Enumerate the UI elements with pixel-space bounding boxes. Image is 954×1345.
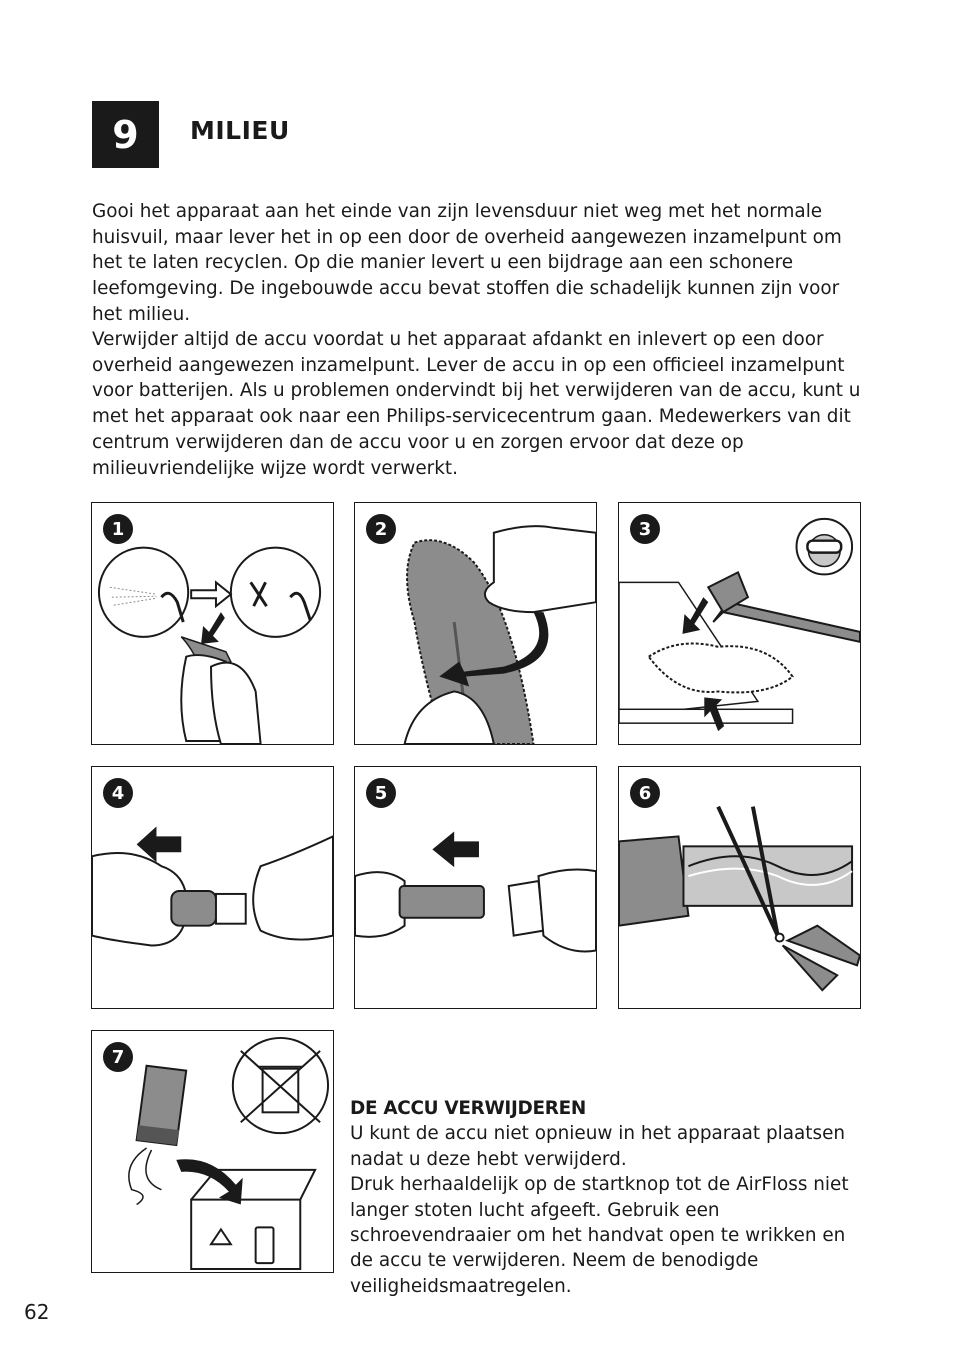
step-number-badge: 4 bbox=[103, 778, 133, 808]
battery-removal-line: Druk herhaaldelijk op de startknop tot de AirFloss niet langer stoten lucht afgeeft. Gebruik een schroevendraaier om het handvat open te wrikken en de accu te verwijderen. Neem de benodigde veiligheidsmaatregelen. bbox=[350, 1174, 849, 1297]
step-number-badge: 2 bbox=[366, 514, 396, 544]
step-3-illustration bbox=[618, 502, 861, 745]
step-2-illustration bbox=[354, 502, 597, 745]
page-number: 62 bbox=[24, 1300, 50, 1324]
step-6-illustration bbox=[618, 766, 861, 1009]
step-number-badge: 6 bbox=[630, 778, 660, 808]
step-number-badge: 3 bbox=[630, 514, 660, 544]
battery-removal-title: DE ACCU VERWIJDEREN bbox=[350, 1098, 586, 1119]
battery-removal-section bbox=[350, 1096, 870, 1299]
step-number-badge: 7 bbox=[103, 1042, 133, 1072]
step-5-illustration bbox=[354, 766, 597, 1009]
step-number-badge: 1 bbox=[103, 514, 133, 544]
section-number-box: 9 bbox=[92, 101, 159, 168]
step-1-illustration bbox=[91, 502, 334, 745]
battery-paragraph: Verwijder altijd de accu voordat u het apparaat afdankt en inlevert op een door overheid aangewezen inzamelpunt. Lever de accu in op een officieel inzamelpunt voor batterijen. Als u problemen ondervindt bij het verwijderen van de accu, kunt u met het apparaat ook naar een Philips-servicecentrum gaan. Medewerkers van dit centrum verwijderen dan de accu voor u en zorgen ervoor dat deze op milieuvriendelijke wijze wordt verwerkt. bbox=[92, 329, 861, 479]
step-7-illustration bbox=[91, 1030, 334, 1273]
section-title: MILIEU bbox=[190, 116, 290, 145]
step-number-badge: 5 bbox=[366, 778, 396, 808]
intro-paragraph: Gooi het apparaat aan het einde van zijn levensduur niet weg met het normale huisvuil, maar lever het in op een door de overheid aangewezen inzamelpunt om het te laten recyclen. Op die manier levert u een bijdrage aan een schonere leefomgeving. De ingebouwde accu bevat stoffen die schadelijk kunnen zijn voor het milieu. bbox=[92, 201, 842, 325]
battery-removal-line: U kunt de accu niet opnieuw in het apparaat plaatsen nadat u deze hebt verwijderd. bbox=[350, 1123, 846, 1170]
step-4-illustration bbox=[91, 766, 334, 1009]
